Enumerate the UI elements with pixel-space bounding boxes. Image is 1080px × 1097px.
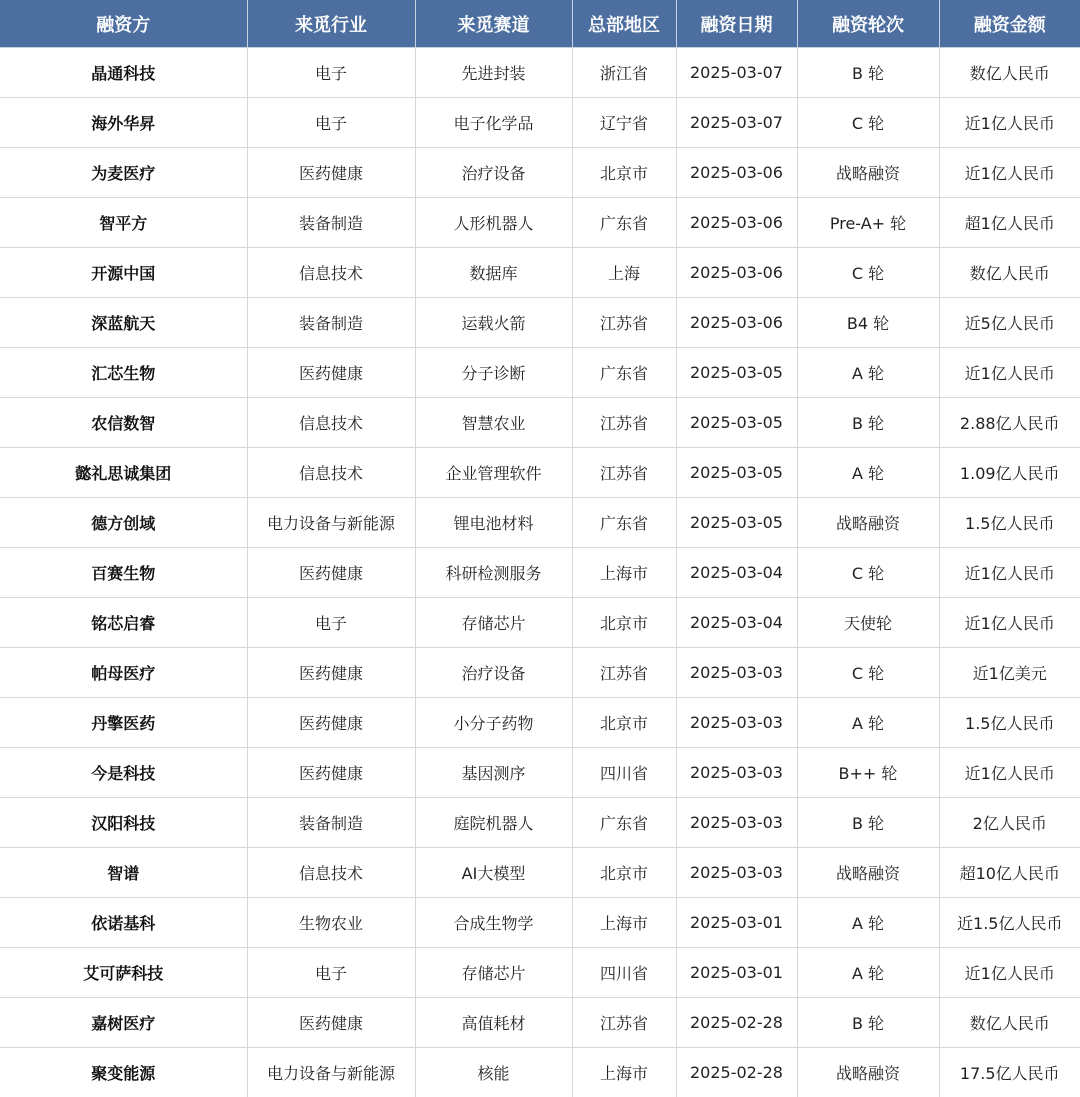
track-cell: 科研检测服务	[415, 548, 572, 598]
amount-cell: 近1亿人民币	[939, 348, 1080, 398]
amount-cell: 近1亿人民币	[939, 598, 1080, 648]
table-row	[0, 748, 1080, 798]
track-cell: 合成生物学	[415, 898, 572, 948]
company-cell: 依诺基科	[0, 898, 247, 948]
table-row	[0, 698, 1080, 748]
region-cell: 浙江省	[572, 48, 676, 98]
round-cell: 战略融资	[797, 148, 939, 198]
company-cell: 懿礼思诚集团	[0, 448, 247, 498]
region-cell: 上海市	[572, 1048, 676, 1097]
track-cell: 锂电池材料	[415, 498, 572, 548]
round-cell: A 轮	[797, 948, 939, 998]
amount-cell: 近1亿人民币	[939, 98, 1080, 148]
round-cell: C 轮	[797, 98, 939, 148]
company-cell: 艾可萨科技	[0, 948, 247, 998]
region-cell: 广东省	[572, 198, 676, 248]
date-cell: 2025-03-05	[676, 448, 797, 498]
track-cell: 治疗设备	[415, 648, 572, 698]
date-cell: 2025-03-04	[676, 548, 797, 598]
table-row	[0, 298, 1080, 348]
round-cell: C 轮	[797, 248, 939, 298]
round-cell: B 轮	[797, 398, 939, 448]
company-cell: 百赛生物	[0, 548, 247, 598]
region-cell: 广东省	[572, 498, 676, 548]
industry-cell: 电子	[247, 948, 415, 998]
industry-cell: 装备制造	[247, 298, 415, 348]
round-cell: A 轮	[797, 898, 939, 948]
round-cell: B++ 轮	[797, 748, 939, 798]
region-cell: 北京市	[572, 848, 676, 898]
track-cell: 人形机器人	[415, 198, 572, 248]
amount-cell: 2亿人民币	[939, 798, 1080, 848]
track-cell: 高值耗材	[415, 998, 572, 1048]
amount-cell: 近1亿人民币	[939, 148, 1080, 198]
region-cell: 上海	[572, 248, 676, 298]
company-cell: 嘉树医疗	[0, 998, 247, 1048]
industry-cell: 医药健康	[247, 648, 415, 698]
track-cell: 企业管理软件	[415, 448, 572, 498]
industry-cell: 装备制造	[247, 798, 415, 848]
table-row	[0, 548, 1080, 598]
region-cell: 四川省	[572, 748, 676, 798]
track-cell: 存储芯片	[415, 598, 572, 648]
date-cell: 2025-03-05	[676, 498, 797, 548]
date-cell: 2025-03-04	[676, 598, 797, 648]
track-cell: 电子化学品	[415, 98, 572, 148]
round-cell: B 轮	[797, 998, 939, 1048]
industry-cell: 信息技术	[247, 448, 415, 498]
industry-cell: 信息技术	[247, 398, 415, 448]
column-header-amount: 融资金额	[939, 0, 1080, 48]
region-cell: 辽宁省	[572, 98, 676, 148]
date-cell: 2025-03-05	[676, 398, 797, 448]
company-cell: 农信数智	[0, 398, 247, 448]
date-cell: 2025-03-03	[676, 748, 797, 798]
industry-cell: 生物农业	[247, 898, 415, 948]
amount-cell: 1.09亿人民币	[939, 448, 1080, 498]
amount-cell: 1.5亿人民币	[939, 698, 1080, 748]
date-cell: 2025-03-03	[676, 798, 797, 848]
industry-cell: 装备制造	[247, 198, 415, 248]
company-cell: 铭芯启睿	[0, 598, 247, 648]
table-row	[0, 648, 1080, 698]
track-cell: 核能	[415, 1048, 572, 1097]
region-cell: 广东省	[572, 798, 676, 848]
amount-cell: 17.5亿人民币	[939, 1048, 1080, 1097]
round-cell: 战略融资	[797, 1048, 939, 1097]
region-cell: 江苏省	[572, 998, 676, 1048]
round-cell: B 轮	[797, 48, 939, 98]
region-cell: 江苏省	[572, 398, 676, 448]
round-cell: 战略融资	[797, 848, 939, 898]
amount-cell: 数亿人民币	[939, 248, 1080, 298]
column-header-track: 来觅赛道	[415, 0, 572, 48]
amount-cell: 近1亿美元	[939, 648, 1080, 698]
industry-cell: 电子	[247, 598, 415, 648]
track-cell: 小分子药物	[415, 698, 572, 748]
company-cell: 为麦医疗	[0, 148, 247, 198]
round-cell: C 轮	[797, 648, 939, 698]
table-row	[0, 198, 1080, 248]
region-cell: 广东省	[572, 348, 676, 398]
track-cell: 基因测序	[415, 748, 572, 798]
industry-cell: 医药健康	[247, 148, 415, 198]
round-cell: A 轮	[797, 698, 939, 748]
round-cell: 天使轮	[797, 598, 939, 648]
table-row	[0, 398, 1080, 448]
company-cell: 开源中国	[0, 248, 247, 298]
region-cell: 上海市	[572, 898, 676, 948]
column-header-date: 融资日期	[676, 0, 797, 48]
region-cell: 上海市	[572, 548, 676, 598]
table-row	[0, 948, 1080, 998]
table-row	[0, 348, 1080, 398]
region-cell: 北京市	[572, 698, 676, 748]
industry-cell: 信息技术	[247, 848, 415, 898]
track-cell: 分子诊断	[415, 348, 572, 398]
date-cell: 2025-03-01	[676, 948, 797, 998]
industry-cell: 医药健康	[247, 348, 415, 398]
company-cell: 海外华昇	[0, 98, 247, 148]
industry-cell: 电子	[247, 48, 415, 98]
column-header-round: 融资轮次	[797, 0, 939, 48]
amount-cell: 超10亿人民币	[939, 848, 1080, 898]
table-row	[0, 598, 1080, 648]
round-cell: B4 轮	[797, 298, 939, 348]
track-cell: 存储芯片	[415, 948, 572, 998]
column-header-region: 总部地区	[572, 0, 676, 48]
date-cell: 2025-02-28	[676, 998, 797, 1048]
table-body	[0, 48, 1080, 1097]
amount-cell: 近1亿人民币	[939, 948, 1080, 998]
table-row	[0, 848, 1080, 898]
company-cell: 聚变能源	[0, 1048, 247, 1097]
region-cell: 江苏省	[572, 648, 676, 698]
table-row	[0, 898, 1080, 948]
date-cell: 2025-03-03	[676, 848, 797, 898]
date-cell: 2025-03-06	[676, 148, 797, 198]
date-cell: 2025-03-03	[676, 698, 797, 748]
amount-cell: 超1亿人民币	[939, 198, 1080, 248]
table-row	[0, 148, 1080, 198]
industry-cell: 信息技术	[247, 248, 415, 298]
date-cell: 2025-02-28	[676, 1048, 797, 1097]
table-row	[0, 498, 1080, 548]
track-cell: 数据库	[415, 248, 572, 298]
track-cell: 先进封装	[415, 48, 572, 98]
region-cell: 北京市	[572, 148, 676, 198]
company-cell: 今是科技	[0, 748, 247, 798]
column-header-company: 融资方	[0, 0, 247, 48]
date-cell: 2025-03-07	[676, 48, 797, 98]
industry-cell: 医药健康	[247, 548, 415, 598]
company-cell: 汉阳科技	[0, 798, 247, 848]
region-cell: 江苏省	[572, 298, 676, 348]
company-cell: 深蓝航天	[0, 298, 247, 348]
table-row	[0, 1048, 1080, 1097]
date-cell: 2025-03-06	[676, 248, 797, 298]
amount-cell: 近5亿人民币	[939, 298, 1080, 348]
company-cell: 丹擎医药	[0, 698, 247, 748]
date-cell: 2025-03-01	[676, 898, 797, 948]
company-cell: 智平方	[0, 198, 247, 248]
column-header-industry: 来觅行业	[247, 0, 415, 48]
amount-cell: 数亿人民币	[939, 998, 1080, 1048]
date-cell: 2025-03-05	[676, 348, 797, 398]
company-cell: 帕母医疗	[0, 648, 247, 698]
round-cell: 战略融资	[797, 498, 939, 548]
region-cell: 江苏省	[572, 448, 676, 498]
industry-cell: 电力设备与新能源	[247, 498, 415, 548]
industry-cell: 医药健康	[247, 998, 415, 1048]
track-cell: AI大模型	[415, 848, 572, 898]
round-cell: C 轮	[797, 548, 939, 598]
amount-cell: 2.88亿人民币	[939, 398, 1080, 448]
industry-cell: 医药健康	[247, 698, 415, 748]
track-cell: 治疗设备	[415, 148, 572, 198]
track-cell: 庭院机器人	[415, 798, 572, 848]
amount-cell: 近1亿人民币	[939, 748, 1080, 798]
industry-cell: 医药健康	[247, 748, 415, 798]
round-cell: Pre-A+ 轮	[797, 198, 939, 248]
company-cell: 智谱	[0, 848, 247, 898]
amount-cell: 近1.5亿人民币	[939, 898, 1080, 948]
track-cell: 运载火箭	[415, 298, 572, 348]
industry-cell: 电力设备与新能源	[247, 1048, 415, 1097]
table-row	[0, 48, 1080, 98]
date-cell: 2025-03-06	[676, 298, 797, 348]
round-cell: A 轮	[797, 448, 939, 498]
round-cell: A 轮	[797, 348, 939, 398]
table-row	[0, 248, 1080, 298]
date-cell: 2025-03-03	[676, 648, 797, 698]
company-cell: 汇芯生物	[0, 348, 247, 398]
company-cell: 晶通科技	[0, 48, 247, 98]
table-row	[0, 798, 1080, 848]
region-cell: 北京市	[572, 598, 676, 648]
date-cell: 2025-03-06	[676, 198, 797, 248]
region-cell: 四川省	[572, 948, 676, 998]
table-row	[0, 98, 1080, 148]
amount-cell: 1.5亿人民币	[939, 498, 1080, 548]
track-cell: 智慧农业	[415, 398, 572, 448]
table-header-row	[0, 0, 1080, 48]
amount-cell: 近1亿人民币	[939, 548, 1080, 598]
table-row	[0, 448, 1080, 498]
industry-cell: 电子	[247, 98, 415, 148]
amount-cell: 数亿人民币	[939, 48, 1080, 98]
table-row	[0, 998, 1080, 1048]
company-cell: 德方创域	[0, 498, 247, 548]
date-cell: 2025-03-07	[676, 98, 797, 148]
round-cell: B 轮	[797, 798, 939, 848]
